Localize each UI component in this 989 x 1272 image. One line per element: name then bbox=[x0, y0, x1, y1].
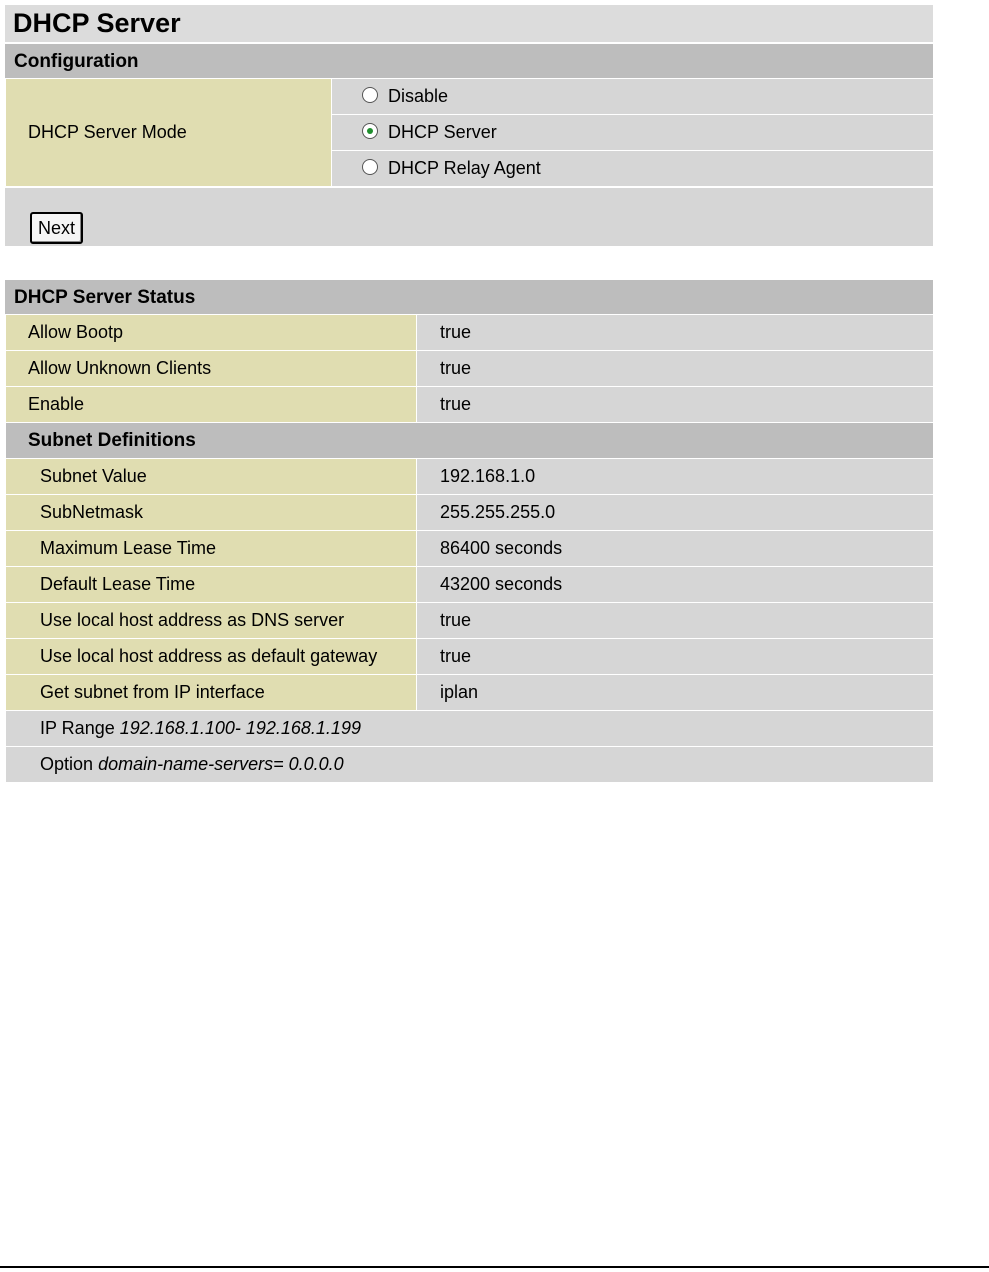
subnet-value: 43200 seconds bbox=[417, 567, 934, 603]
subnet-label: Default Lease Time bbox=[6, 567, 417, 603]
subnet-label: Use local host address as DNS server bbox=[6, 603, 417, 639]
subnet-value: 192.168.1.0 bbox=[417, 459, 934, 495]
footer-divider bbox=[0, 1266, 989, 1268]
subnet-value: true bbox=[417, 639, 934, 675]
dhcp-server-status-header: DHCP Server Status bbox=[5, 278, 933, 314]
subnet-row bbox=[6, 567, 934, 603]
subnet-row bbox=[6, 603, 934, 639]
ip-range-row bbox=[6, 711, 934, 747]
status-label: Enable bbox=[6, 387, 417, 423]
subnet-label: Subnet Value bbox=[6, 459, 417, 495]
radio-dhcp-relay-agent-icon[interactable] bbox=[362, 159, 378, 175]
status-row bbox=[6, 315, 934, 351]
subnet-definitions-header: Subnet Definitions bbox=[6, 423, 934, 459]
status-label: Allow Unknown Clients bbox=[6, 351, 417, 387]
status-table bbox=[5, 314, 934, 783]
button-area bbox=[5, 187, 933, 246]
radio-dhcp-relay-agent-label: DHCP Relay Agent bbox=[388, 158, 541, 178]
subnet-label: Get subnet from IP interface bbox=[6, 675, 417, 711]
ip-range-prefix: IP Range bbox=[40, 718, 115, 738]
dhcp-server-mode-label: DHCP Server Mode bbox=[6, 79, 332, 187]
ip-range-value: 192.168.1.100- 192.168.1.199 bbox=[119, 718, 361, 738]
dhcp-server-page bbox=[5, 5, 933, 783]
radio-dhcp-server-icon[interactable] bbox=[362, 123, 378, 139]
radio-dhcp-server-label: DHCP Server bbox=[388, 122, 497, 142]
status-label: Allow Bootp bbox=[6, 315, 417, 351]
configuration-table bbox=[5, 78, 934, 187]
radio-option-disable[interactable] bbox=[332, 79, 934, 115]
page-title: DHCP Server bbox=[5, 5, 933, 42]
subnet-label: SubNetmask bbox=[6, 495, 417, 531]
status-value: true bbox=[417, 315, 934, 351]
subnet-row bbox=[6, 639, 934, 675]
status-row bbox=[6, 351, 934, 387]
subnet-row bbox=[6, 495, 934, 531]
radio-disable-icon[interactable] bbox=[362, 87, 378, 103]
ip-range bbox=[6, 711, 934, 747]
status-row bbox=[6, 387, 934, 423]
subnet-definitions-row bbox=[6, 423, 934, 459]
subnet-value: 255.255.255.0 bbox=[417, 495, 934, 531]
option-value: domain-name-servers= 0.0.0.0 bbox=[98, 754, 344, 774]
subnet-value: iplan bbox=[417, 675, 934, 711]
subnet-row bbox=[6, 459, 934, 495]
radio-disable-label: Disable bbox=[388, 86, 449, 106]
option-row bbox=[6, 747, 934, 783]
configuration-header: Configuration bbox=[5, 42, 933, 78]
subnet-value: 86400 seconds bbox=[417, 531, 934, 567]
radio-option-dhcp-relay-agent[interactable] bbox=[332, 151, 934, 187]
subnet-row bbox=[6, 531, 934, 567]
subnet-row bbox=[6, 675, 934, 711]
status-value: true bbox=[417, 351, 934, 387]
subnet-value: true bbox=[417, 603, 934, 639]
subnet-label: Use local host address as default gateway bbox=[6, 639, 417, 675]
radio-option-dhcp-server[interactable] bbox=[332, 115, 934, 151]
option-prefix: Option bbox=[40, 754, 94, 774]
option bbox=[6, 747, 934, 783]
subnet-label: Maximum Lease Time bbox=[6, 531, 417, 567]
next-button[interactable]: Next bbox=[30, 212, 83, 244]
status-value: true bbox=[417, 387, 934, 423]
